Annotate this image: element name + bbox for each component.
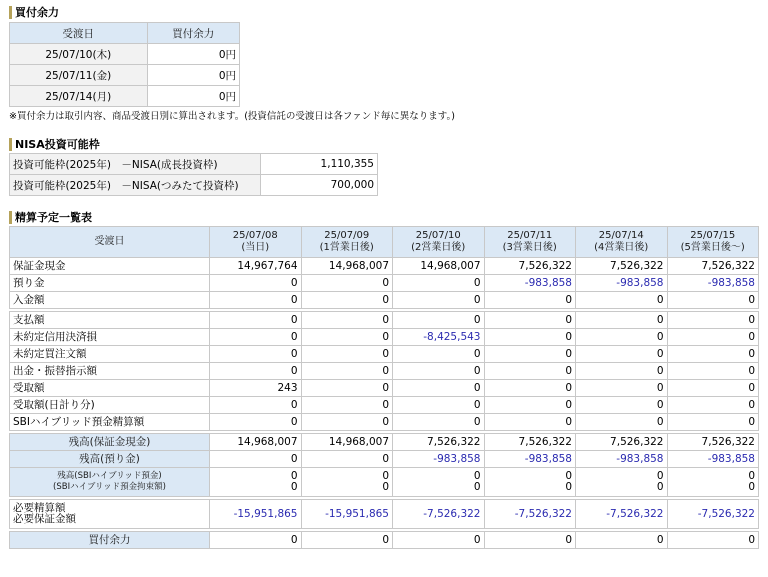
kaitsuke-title: 買付余力 xyxy=(9,6,59,19)
value-cell: 7,526,322 xyxy=(576,258,668,275)
value-cell xyxy=(210,500,302,529)
value-line: 0 xyxy=(656,481,664,493)
value-cell: -983,858 xyxy=(576,275,668,292)
kaitsuke-note: ※買付余力は取引内容、商品受渡日別に算出されます。(投資信託の受渡日は各ファンド毎に異なります。) xyxy=(9,111,455,122)
nisa-table xyxy=(9,153,378,196)
value-cell: 0 xyxy=(210,346,302,363)
value-line: -15,951,865 xyxy=(325,507,389,520)
value-cell: -983,858 xyxy=(576,451,668,468)
value-line: 0 xyxy=(565,481,572,493)
nisa-label: 投資可能枠(2025年) －NISA(成長投資枠) xyxy=(10,154,261,175)
seisan-table xyxy=(9,226,759,549)
column-date: 25/07/14 xyxy=(598,230,644,241)
value-cell: 14,968,007 xyxy=(301,258,393,275)
value-cell: 0 xyxy=(667,346,759,363)
table-row xyxy=(10,65,240,86)
table-row xyxy=(10,363,759,380)
value-cell: 0 xyxy=(301,329,393,346)
row-date: 25/07/11(金) xyxy=(10,65,148,86)
value-cell: -983,858 xyxy=(484,275,576,292)
value-cell: 0 xyxy=(484,312,576,329)
value-cell xyxy=(301,500,393,529)
value-cell: 0 xyxy=(301,532,393,549)
value-cell: 0 xyxy=(576,380,668,397)
nisa-value: 700,000 xyxy=(261,175,378,196)
row-label: 入金額 xyxy=(10,292,210,309)
value-cell: 0 xyxy=(210,532,302,549)
value-cell: 0 xyxy=(393,363,485,380)
value-line: 0 xyxy=(382,481,389,493)
column-header xyxy=(393,227,485,258)
column-header xyxy=(210,227,302,258)
value-cell: 0 xyxy=(393,532,485,549)
value-cell: 0 xyxy=(210,451,302,468)
column-sub: (1営業日後) xyxy=(319,242,374,253)
column-sub: (4営業日後) xyxy=(594,242,649,253)
table-row xyxy=(10,468,759,497)
value-cell: 14,968,007 xyxy=(393,258,485,275)
header-date: 受渡日 xyxy=(10,23,148,44)
column-header xyxy=(576,227,668,258)
column-sub: (3営業日後) xyxy=(502,242,557,253)
table-row xyxy=(10,154,378,175)
value-cell: 0 xyxy=(301,380,393,397)
value-cell xyxy=(576,500,668,529)
value-cell: 0 xyxy=(576,292,668,309)
value-cell xyxy=(667,468,759,497)
row-label: 保証金現金 xyxy=(10,258,210,275)
value-cell: 0 xyxy=(484,397,576,414)
value-cell: 0 xyxy=(667,292,759,309)
value-cell: 0 xyxy=(393,414,485,431)
value-cell: 0 xyxy=(576,414,668,431)
value-cell: 0 xyxy=(667,363,759,380)
column-header xyxy=(484,227,576,258)
row-value: 0円 xyxy=(147,44,239,65)
column-date: 25/07/08 xyxy=(232,230,278,241)
value-cell: 0 xyxy=(667,312,759,329)
value-cell: -983,858 xyxy=(393,451,485,468)
table-row xyxy=(10,434,759,451)
table-row xyxy=(10,275,759,292)
row-label xyxy=(10,500,210,529)
value-cell: 7,526,322 xyxy=(667,434,759,451)
value-cell: 0 xyxy=(484,414,576,431)
row-label: 未約定買注文額 xyxy=(10,346,210,363)
row-date: 25/07/14(月) xyxy=(10,86,148,107)
kaitsuke-table xyxy=(9,22,240,107)
table-row xyxy=(10,86,240,107)
value-cell: 14,968,007 xyxy=(301,434,393,451)
value-cell: 0 xyxy=(576,532,668,549)
row-label: 受取額 xyxy=(10,380,210,397)
column-date: 25/07/15 xyxy=(690,230,736,241)
value-cell: 0 xyxy=(393,380,485,397)
row-label-line: (SBIハイブリッド預金拘束額) xyxy=(53,482,166,492)
value-cell: 0 xyxy=(301,451,393,468)
value-cell: 0 xyxy=(667,397,759,414)
value-cell: 0 xyxy=(484,329,576,346)
value-cell: 0 xyxy=(301,312,393,329)
value-cell: 0 xyxy=(576,346,668,363)
value-cell: 0 xyxy=(667,380,759,397)
table-row xyxy=(10,175,378,196)
row-label xyxy=(10,468,210,497)
row-label: 出金・振替指示額 xyxy=(10,363,210,380)
value-cell xyxy=(667,500,759,529)
column-sub: (2営業日後) xyxy=(411,242,466,253)
value-cell: 0 xyxy=(301,414,393,431)
value-cell: 0 xyxy=(667,532,759,549)
column-header xyxy=(667,227,759,258)
value-cell: 0 xyxy=(210,397,302,414)
table-row xyxy=(10,312,759,329)
value-line: -15,951,865 xyxy=(233,507,298,520)
value-cell: 0 xyxy=(393,275,485,292)
value-cell: 14,968,007 xyxy=(210,434,302,451)
column-header xyxy=(301,227,393,258)
value-cell: -983,858 xyxy=(484,451,576,468)
value-cell: 0 xyxy=(484,363,576,380)
value-cell: 0 xyxy=(576,363,668,380)
row-label: 残高(保証金現金) xyxy=(10,434,210,451)
value-cell: 0 xyxy=(576,397,668,414)
value-cell: 0 xyxy=(393,312,485,329)
table-row xyxy=(10,258,759,275)
value-cell: 0 xyxy=(210,292,302,309)
value-line: 0 xyxy=(290,470,298,482)
value-line: -7,526,322 xyxy=(697,507,755,520)
value-line: 0 xyxy=(748,470,755,482)
header-value: 買付余力 xyxy=(147,23,239,44)
row-value: 0円 xyxy=(147,86,239,107)
row-label-line: 必要保証金額 xyxy=(13,513,76,525)
seisan-header-row xyxy=(10,227,759,258)
value-cell xyxy=(484,500,576,529)
value-cell: 7,526,322 xyxy=(484,258,576,275)
seisan-title: 精算予定一覧表 xyxy=(9,211,92,224)
value-cell: 0 xyxy=(484,532,576,549)
value-line: 0 xyxy=(473,470,481,482)
nisa-title: NISA投資可能枠 xyxy=(9,138,100,151)
row-label: 残高(預り金) xyxy=(10,451,210,468)
table-row xyxy=(10,414,759,431)
value-cell: 0 xyxy=(210,414,302,431)
value-cell: 0 xyxy=(301,292,393,309)
value-line: 0 xyxy=(290,481,298,493)
value-cell: 0 xyxy=(301,346,393,363)
value-cell: 0 xyxy=(301,275,393,292)
row-label: 預り金 xyxy=(10,275,210,292)
column-date: 25/07/10 xyxy=(415,230,461,241)
row-value: 0円 xyxy=(147,65,239,86)
row-label: 買付余力 xyxy=(10,532,210,549)
value-cell: 7,526,322 xyxy=(393,434,485,451)
value-cell: 0 xyxy=(484,292,576,309)
row-label: 未約定信用決済損 xyxy=(10,329,210,346)
row-label-line: 必要精算額 xyxy=(13,502,66,514)
nisa-label: 投資可能枠(2025年) －NISA(つみたて投資枠) xyxy=(10,175,261,196)
value-cell: 0 xyxy=(393,346,485,363)
corner-label: 受渡日 xyxy=(10,227,210,258)
value-cell xyxy=(301,468,393,497)
value-cell: -8,425,543 xyxy=(393,329,485,346)
value-cell xyxy=(484,468,576,497)
value-cell: 0 xyxy=(301,397,393,414)
table-row xyxy=(10,500,759,529)
table-row xyxy=(10,292,759,309)
table-row xyxy=(10,346,759,363)
row-label: 支払額 xyxy=(10,312,210,329)
value-line: 0 xyxy=(565,470,572,482)
value-line: 0 xyxy=(473,481,481,493)
table-row xyxy=(10,397,759,414)
value-cell: 0 xyxy=(210,275,302,292)
column-date: 25/07/11 xyxy=(507,230,553,241)
table-row xyxy=(10,380,759,397)
value-cell: 0 xyxy=(484,380,576,397)
table-row xyxy=(10,44,240,65)
row-label: 受取額(日計り分) xyxy=(10,397,210,414)
column-sub: (5営業日後～) xyxy=(680,242,745,253)
table-row xyxy=(10,532,759,549)
value-cell: 0 xyxy=(576,329,668,346)
column-sub: (当日) xyxy=(241,242,270,253)
value-cell: 0 xyxy=(210,312,302,329)
row-label-line: 残高(SBIハイブリッド預金) xyxy=(57,471,162,481)
table-row xyxy=(10,329,759,346)
value-cell: 7,526,322 xyxy=(576,434,668,451)
value-cell xyxy=(393,468,485,497)
value-cell: 0 xyxy=(210,329,302,346)
value-line: 0 xyxy=(656,470,664,482)
row-date: 25/07/10(木) xyxy=(10,44,148,65)
value-cell: 0 xyxy=(393,397,485,414)
nisa-value: 1,110,355 xyxy=(261,154,378,175)
value-cell: 0 xyxy=(576,312,668,329)
value-line: -7,526,322 xyxy=(606,507,664,520)
value-cell: 0 xyxy=(301,363,393,380)
value-cell: 7,526,322 xyxy=(484,434,576,451)
value-line: 0 xyxy=(748,481,755,493)
row-label: SBIハイブリッド預金精算額 xyxy=(10,414,210,431)
value-cell xyxy=(393,500,485,529)
value-cell: 0 xyxy=(667,414,759,431)
value-cell xyxy=(210,468,302,497)
value-cell: 0 xyxy=(210,363,302,380)
value-cell: -983,858 xyxy=(667,275,759,292)
value-cell xyxy=(576,468,668,497)
value-cell: -983,858 xyxy=(667,451,759,468)
column-date: 25/07/09 xyxy=(324,230,370,241)
value-cell: 243 xyxy=(210,380,302,397)
value-cell: 0 xyxy=(484,346,576,363)
value-cell: 7,526,322 xyxy=(667,258,759,275)
value-line: 0 xyxy=(382,470,389,482)
value-line: -7,526,322 xyxy=(514,507,572,520)
value-line: -7,526,322 xyxy=(423,507,481,520)
value-cell: 14,967,764 xyxy=(210,258,302,275)
value-cell: 0 xyxy=(667,329,759,346)
value-cell: 0 xyxy=(393,292,485,309)
table-row xyxy=(10,451,759,468)
